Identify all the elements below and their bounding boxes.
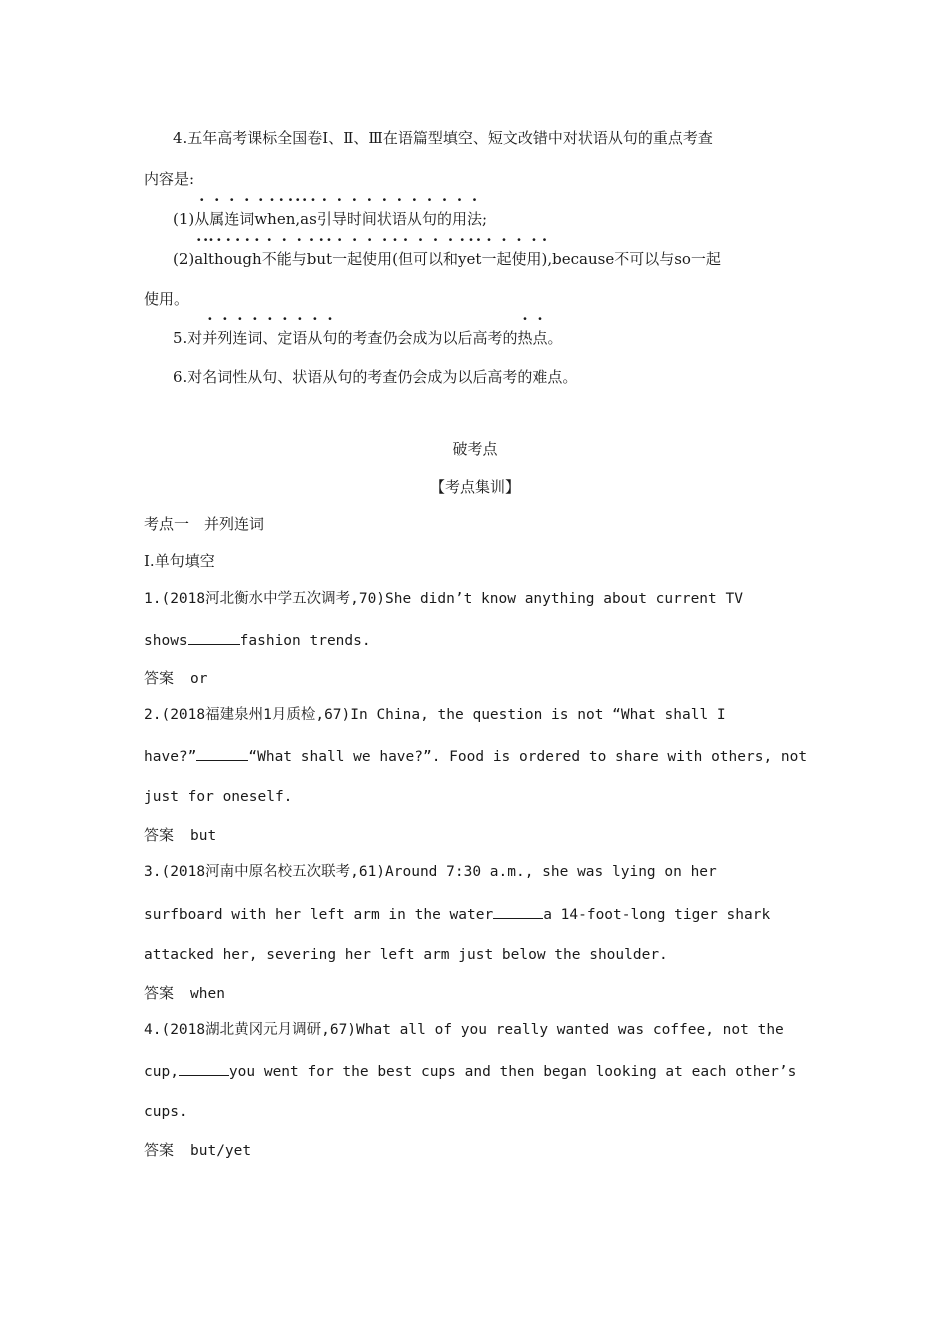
question-3-text-b: a 14-foot-long tiger shark [543,907,771,923]
point-5-emphasis-2: 热点 [517,329,548,347]
question-3-text-a: surfboard with her left arm in the water [144,907,494,923]
question-4-line-1: 4.(2018湖北黄冈元月调研,67)What all of you really wanted was coffee, not the [144,1022,784,1038]
point-4-2-rest: ,because不可以与so一起 [547,250,721,268]
point-5 [173,328,563,348]
answer-3 [144,983,225,1004]
answer-1 [144,668,207,689]
point-4-line-2: 内容是: [144,170,195,188]
point-4-1-prefix: (1) [173,210,195,228]
answer-1-value: or [190,671,208,687]
question-2-line-1: 2.(2018福建泉州1月质检,67)In China, the question is not “What shall I [144,707,726,723]
answer-4 [144,1140,251,1161]
section-subtitle: 【考点集训】 [429,478,520,496]
question-4-text-b: you went for the best cups and then began looking at each other’s [228,1064,797,1080]
point-4-2 [173,249,721,269]
point-5-emphasis-1: 并列连词· 、定语从句 [202,329,337,347]
topic-heading: 考点一 并列连词 [144,515,265,533]
question-4-line-3: cups. [144,1104,188,1120]
section-title: 破考点 [452,440,498,458]
point-4-2-emphasis: · a· l· t· h· o· u· g· h不能与· b· u· t一起使用· (但可以和· y· e· t一起使用· ) [194,250,547,268]
question-3-blank[interactable] [493,904,543,919]
answer-label: 答案 [144,826,175,844]
question-1-text-a: shows [144,633,188,649]
question-2-line-3: just for oneself. [144,789,293,805]
answer-2-value: but [190,828,217,844]
question-4-blank[interactable] [179,1061,229,1076]
question-2-line-2 [144,746,807,767]
part-heading: Ⅰ.单句填空 [144,552,215,570]
question-2-text-b: “What shall we have?”. Food is ordered to share with others, not [248,749,808,765]
point-6: 6.对名词性从句、状语从句的考查仍会成为以后高考的难点。 [173,368,578,386]
question-1-line-1: 1.(2018河北衡水中学五次调考,70)She didn’t know anything about current TV [144,591,743,607]
point-4-1-emphasis: 从属连词· w· h· e· n· ,· a· s引导时间状语从句的用法 [194,210,482,228]
question-1-line-2 [144,630,371,651]
question-1-blank[interactable] [188,630,240,645]
answer-label: 答案 [144,984,175,1002]
point-5-part-c: 的考查仍会成为以后高考的 [337,329,518,347]
question-1-text-b: fashion trends. [239,633,371,649]
answer-label: 答案 [144,1141,175,1159]
point-4-1 [173,209,487,229]
point-4-2-prefix: (2) [173,250,195,268]
point-5-part-e: 。 [547,329,563,347]
answer-3-value: when [190,986,225,1002]
point-4-line-1: 4.五年高考课标全国卷Ⅰ、Ⅱ、Ⅲ在语篇型填空、短文改错中对状语从句的重点考查 [173,129,713,147]
question-4-line-2 [144,1061,796,1082]
point-5-part-a: 5.对 [173,329,203,347]
question-4-text-a: cup, [144,1064,179,1080]
question-3-line-2 [144,904,770,925]
answer-label: 答案 [144,669,175,687]
question-2-blank[interactable] [196,746,248,761]
question-3-line-1: 3.(2018河南中原名校五次联考,61)Around 7:30 a.m., she was lying on her [144,864,717,880]
question-3-line-3: attacked her, severing her left arm just below the shoulder. [144,947,668,963]
point-4-1-suffix: ; [482,210,488,228]
answer-4-value: but/yet [190,1143,252,1159]
point-4-2-line-2: 使用。 [144,290,190,308]
question-2-text-a: have?” [144,749,197,765]
answer-2 [144,825,216,846]
